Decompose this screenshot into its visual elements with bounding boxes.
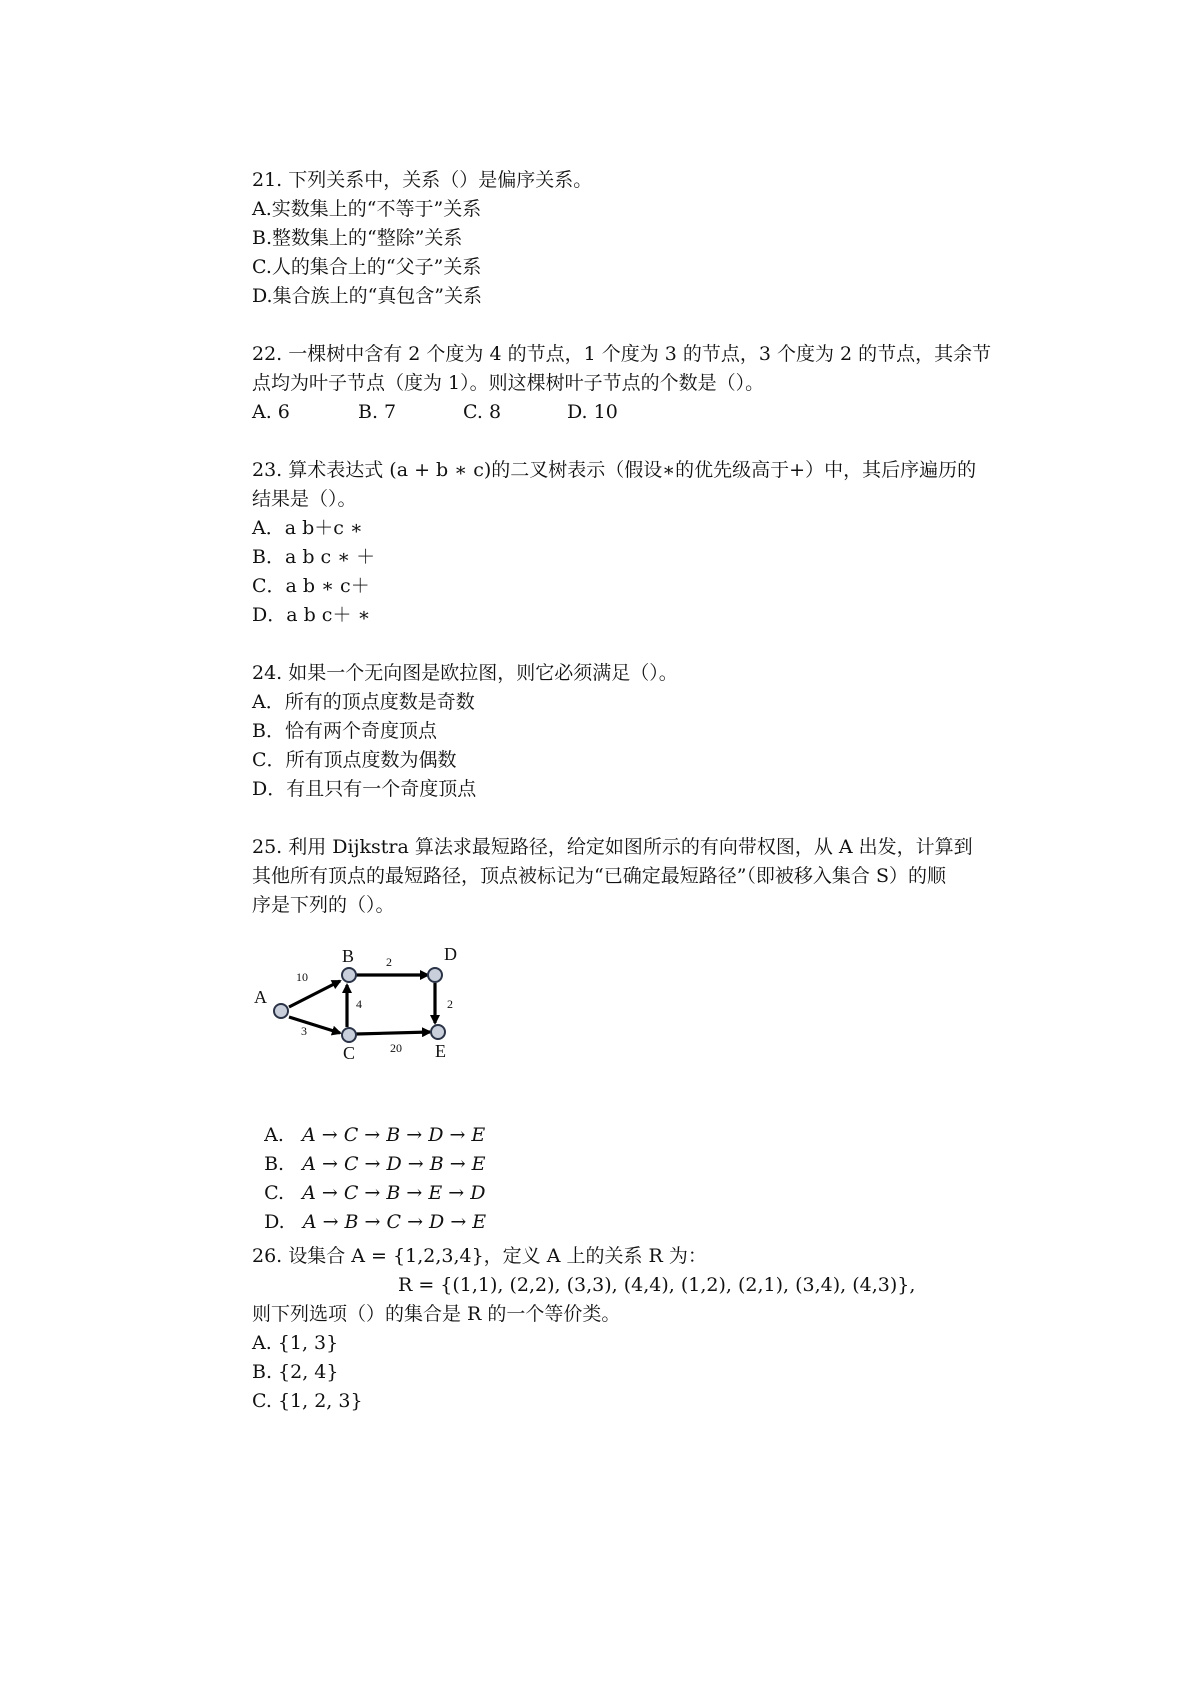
- q25-option-d-label: D.: [264, 1211, 285, 1233]
- edge-c-e: [356, 1032, 430, 1034]
- q21-option-c[interactable]: C.人的集合上的“父子”关系: [252, 256, 482, 278]
- q23-option-c[interactable]: C．a b ∗ c＋: [252, 575, 370, 597]
- q25-option-d[interactable]: [252, 1186, 486, 1234]
- weight-b-d: 2: [386, 955, 392, 969]
- node-e: [431, 1025, 445, 1039]
- dijkstra-graph-figure: [250, 935, 520, 1075]
- q22-option-c[interactable]: C. 8: [463, 401, 502, 423]
- node-a: [274, 1004, 288, 1018]
- q21-option-a[interactable]: A.实数集上的“不等于”关系: [252, 198, 482, 220]
- q25-stem-line1: 25. 利用 Dijkstra 算法求最短路径，给定如图所示的有向带权图，从 A 出发，计算到: [252, 836, 973, 858]
- q26-option-b[interactable]: B. {2, 4}: [252, 1361, 339, 1383]
- q22-option-a[interactable]: A. 6: [252, 401, 290, 423]
- q24-option-b[interactable]: B．恰有两个奇度顶点: [252, 720, 437, 742]
- q22-stem-line1: 22. 一棵树中含有 2 个度为 4 的节点，1 个度为 3 的节点，3 个度为 2 的节点，其余节: [252, 343, 992, 365]
- q25-option-c-label: C.: [264, 1182, 284, 1204]
- edge-a-b: [289, 981, 340, 1007]
- node-b-label: B: [342, 946, 355, 966]
- q23-stem-line1: 23. 算术表达式 (a + b ∗ c)的二叉树表示（假设∗的优先级高于+）中，其后序遍历的: [252, 459, 977, 481]
- q24-stem: 24. 如果一个无向图是欧拉图，则它必须满足（）。: [252, 662, 678, 684]
- q23-option-a[interactable]: A．a b＋c ∗: [252, 517, 363, 539]
- q21-option-d[interactable]: D.集合族上的“真包含”关系: [252, 285, 483, 307]
- q23-option-d[interactable]: D．a b c＋ ∗: [252, 604, 371, 626]
- q26-stem-line3: 则下列选项（）的集合是 R 的一个等价类。: [252, 1303, 621, 1325]
- node-c-label: C: [343, 1043, 356, 1063]
- q21-option-b[interactable]: B.整数集上的“整除”关系: [252, 227, 463, 249]
- node-e-label: E: [435, 1041, 446, 1061]
- edge-a-c: [289, 1017, 340, 1033]
- node-b: [342, 968, 356, 982]
- q24-option-c[interactable]: C．所有顶点度数为偶数: [252, 749, 457, 771]
- q25-option-b-path: A → C → D → B → E: [302, 1153, 486, 1175]
- q25-option-b-label: B.: [264, 1153, 285, 1175]
- q26-stem: 26. 设集合 A = {1,2,3,4}，定义 A 上的关系 R 为：: [252, 1245, 707, 1267]
- weight-c-b: 4: [356, 997, 362, 1011]
- q25-option-d-path: A → B → C → D → E: [302, 1211, 487, 1233]
- q23-option-b[interactable]: B．a b c ∗ ＋: [252, 546, 376, 568]
- q22-option-b[interactable]: B. 7: [358, 401, 397, 423]
- node-c: [342, 1028, 356, 1042]
- q24-option-a[interactable]: A．所有的顶点度数是奇数: [252, 691, 475, 713]
- q25-option-a-path: A → C → B → D → E: [301, 1124, 486, 1146]
- weight-a-c: 3: [301, 1024, 307, 1038]
- q23-stem-line2: 结果是（）。: [252, 488, 357, 510]
- node-a-label: A: [254, 987, 267, 1007]
- q25-option-c-path: A → C → B → E → D: [302, 1182, 486, 1204]
- weight-a-b: 10: [296, 970, 308, 984]
- q26-option-a[interactable]: A. {1, 3}: [252, 1332, 339, 1354]
- weight-d-e: 2: [447, 997, 453, 1011]
- q26-relation-definition: R = {(1,1), (2,2), (3,3), (4,4), (1,2), (2,1), (3,4), (4,3)},: [398, 1274, 916, 1296]
- q21-stem: 21. 下列关系中，关系（）是偏序关系。: [252, 169, 593, 191]
- q22-stem-line2: 点均为叶子节点（度为 1）。则这棵树叶子节点的个数是（）。: [252, 372, 765, 394]
- q22-option-d[interactable]: D. 10: [567, 401, 618, 423]
- q24-option-d[interactable]: D．有且只有一个奇度顶点: [252, 778, 477, 800]
- q25-option-a-label: A.: [264, 1124, 284, 1146]
- q25-stem-line2: 其他所有顶点的最短路径，顶点被标记为“已确定最短路径”（即被移入集合 S）的顺: [252, 865, 946, 887]
- weight-c-e: 20: [390, 1041, 402, 1055]
- q25-stem-line3: 序是下列的（）。: [252, 894, 395, 916]
- q26-option-c[interactable]: C. {1, 2, 3}: [252, 1390, 363, 1412]
- node-d: [428, 968, 442, 982]
- node-d-label: D: [444, 944, 457, 964]
